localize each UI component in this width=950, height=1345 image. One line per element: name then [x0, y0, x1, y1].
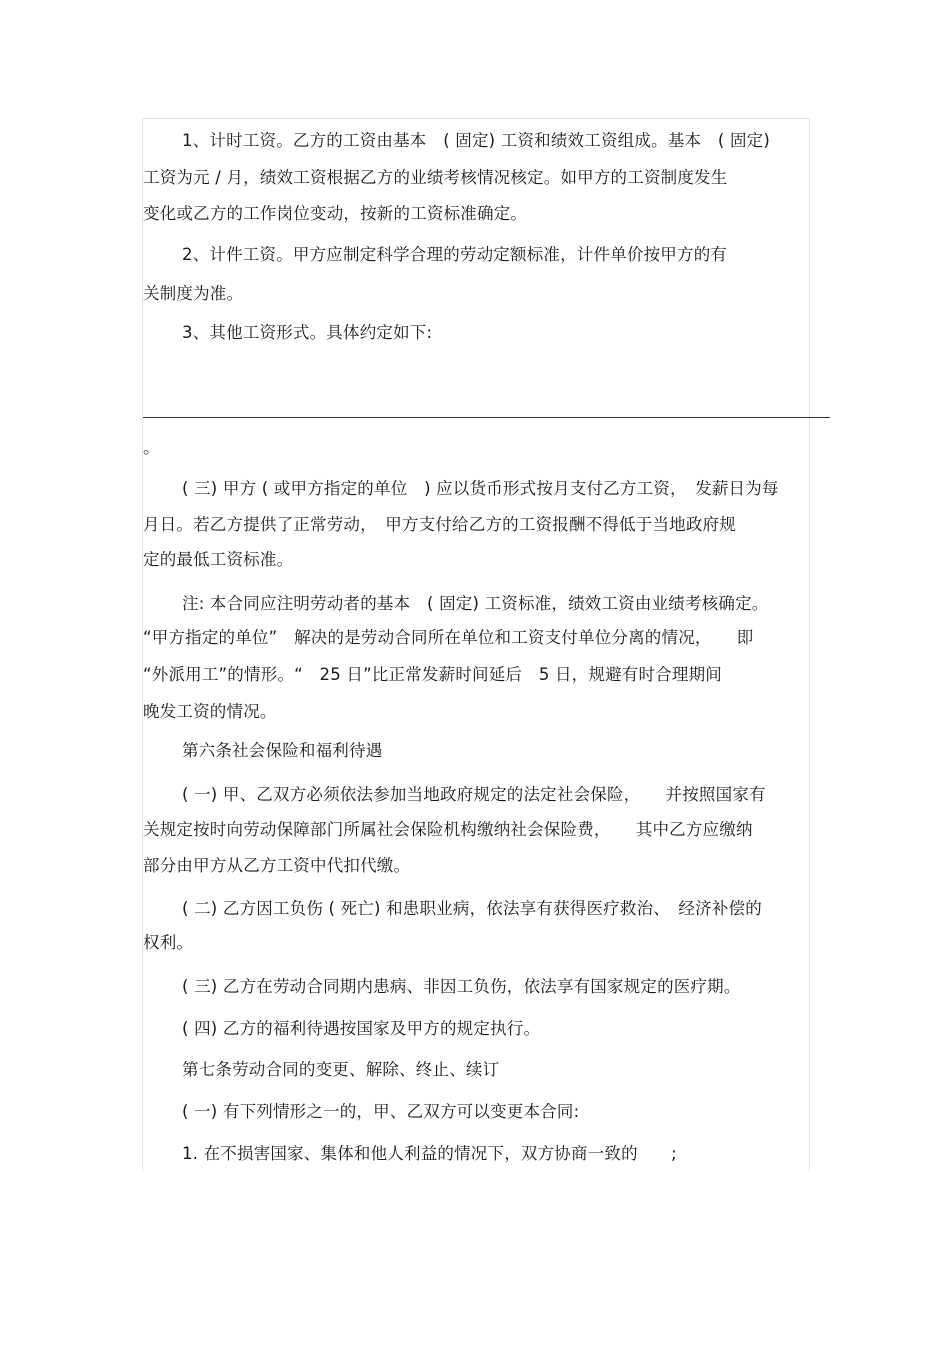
paragraph-welfare: ( 四) 乙方的福利待遇按国家及甲方的规定执行。 [182, 1019, 541, 1038]
paragraph-social-insurance-cont: 关规定按时向劳动保障部门所属社会保险机构缴纳社会保险费， 其中乙方应缴纳 [143, 820, 753, 839]
blank-line-period: 。 [143, 438, 160, 457]
paragraph-payment-cont: 月日。若乙方提供了正常劳动， 甲方支付给乙方的工资报酬不得低于当地政府规 [143, 515, 736, 534]
paragraph-piece-wage-cont: 关制度为准。 [143, 284, 244, 303]
list-item-change-1: 1. 在不损害国家、集体和他人利益的情况下，双方协商一致的 ; [182, 1144, 677, 1163]
paragraph-hourly-wage: 1、计时工资。乙方的工资由基本 ( 固定) 工资和绩效工资组成。基本 ( 固定) [182, 131, 770, 150]
paragraph-work-injury-cont: 权利。 [143, 933, 194, 952]
paragraph-payment-cont: 定的最低工资标准。 [143, 550, 294, 569]
article-six-heading: 第六条社会保险和福利待遇 [182, 741, 383, 760]
paragraph-social-insurance: ( 一) 甲、乙双方必须依法参加当地政府规定的法定社会保险， 并按照国家有 [182, 785, 766, 804]
paragraph-note-cont: “甲方指定的单位” 解决的是劳动合同所在单位和工资支付单位分离的情况， 即 [143, 628, 754, 647]
article-seven-heading: 第七条劳动合同的变更、解除、终止、续订 [182, 1060, 500, 1079]
paragraph-note: 注: 本合同应注明劳动者的基本 ( 固定) 工资标准，绩效工资由业绩考核确定。 [182, 594, 769, 613]
paragraph-other-wage: 3、其他工资形式。具体约定如下: [182, 323, 433, 342]
paragraph-piece-wage: 2、计件工资。甲方应制定科学合理的劳动定额标准，计件单价按甲方的有 [182, 245, 728, 264]
paragraph-payment: ( 三) 甲方 ( 或甲方指定的单位 ) 应以货币形式按月支付乙方工资， 发薪日为每 [182, 479, 779, 498]
paragraph-note-cont: 晚发工资的情况。 [143, 702, 277, 721]
paragraph-change-conditions: ( 一) 有下列情形之一的，甲、乙双方可以变更本合同: [182, 1102, 580, 1121]
paragraph-medical-period: ( 三) 乙方在劳动合同期内患病、非因工负伤，依法享有国家规定的医疗期。 [182, 977, 741, 996]
paragraph-work-injury: ( 二) 乙方因工负伤 ( 死亡) 和患职业病，依法享有获得医疗救治、 经济补偿的 [182, 899, 762, 918]
paragraph-note-cont: “外派用工”的情形。“ 25 日”比正常发薪时间延后 5 日，规避有时合理期间 [143, 665, 722, 684]
fill-in-blank-line [143, 417, 830, 418]
paragraph-social-insurance-cont: 部分由甲方从乙方工资中代扣代缴。 [143, 856, 411, 875]
paragraph-hourly-wage-cont: 工资为元 / 月，绩效工资根据乙方的业绩考核情况核定。如甲方的工资制度发生 [143, 168, 728, 187]
paragraph-hourly-wage-cont: 变化或乙方的工作岗位变动，按新的工资标准确定。 [143, 204, 528, 223]
